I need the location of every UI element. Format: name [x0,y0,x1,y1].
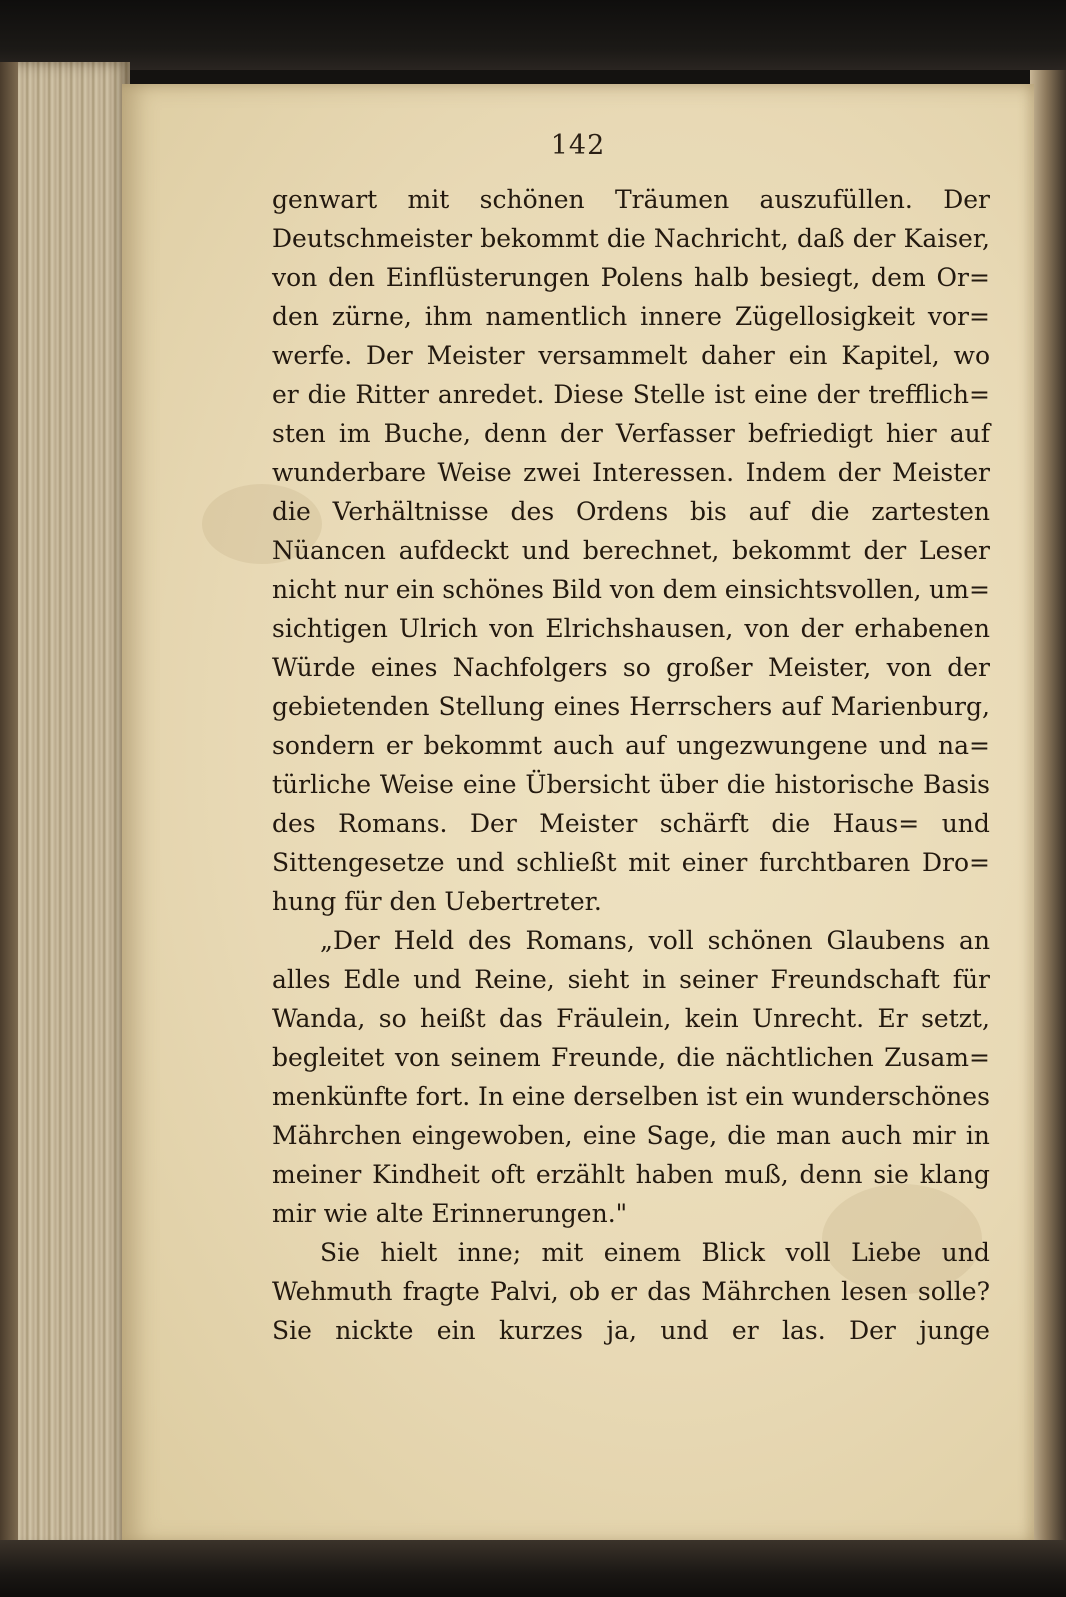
word: bekommt [423,731,543,760]
word: Elrichshausen, [545,614,734,643]
word: Nüancen [272,536,386,565]
word: von [272,263,318,292]
word: Stelle [632,380,706,409]
word: kein [684,1004,739,1033]
word: das [647,1277,692,1306]
word: Einflüsterungen [385,263,590,292]
word: auf [625,731,666,760]
word: Held [393,926,463,955]
text-line [272,921,990,960]
word: denn [483,419,547,448]
word: eines [370,653,438,682]
word: und [660,1316,709,1345]
word: sten [272,419,326,448]
word: er [610,1277,638,1306]
word: schönen [707,926,821,955]
word: eingewoben, [411,1121,573,1150]
word: mir [272,1199,324,1228]
word: Herrschers [629,692,773,721]
word: über [659,770,718,799]
word: der [863,536,907,565]
word: bekommt [732,536,851,565]
word: kurzes [499,1316,583,1345]
word: eine [511,1082,566,1111]
word: setzt, [921,1004,990,1033]
word: auszufüllen. [759,185,913,214]
text-line [272,453,990,492]
word: die [676,1043,716,1072]
word: hier [885,419,937,448]
word: sie [873,1160,909,1189]
word: und [413,965,462,994]
word: die [307,380,347,409]
word: die [606,224,646,253]
word: auch [553,731,615,760]
word: ist [706,1082,738,1111]
word: auf [949,419,990,448]
word: alles [272,965,331,994]
word: Reine, [474,965,555,994]
word: nächtlichen [725,1043,874,1072]
word: Weise [437,458,512,487]
word: man [776,1121,831,1150]
word: historische [774,770,915,799]
word: Ordens [575,497,669,526]
word: Zügellosigkeit [734,302,915,331]
word: Edle [343,965,401,994]
text-line [272,531,990,570]
word: des [272,809,316,838]
word: und [521,536,570,565]
word: bekommt [480,224,599,253]
word: nicht [272,575,337,604]
word: ist [714,380,746,409]
word: den [272,302,319,331]
word: na= [938,731,990,760]
word: Indem [745,458,827,487]
word: Deutschmeister [272,224,473,253]
text-line [272,570,990,609]
word: das [499,1004,543,1033]
word: Or= [936,263,990,292]
word: bis [689,497,727,526]
word: genwart [272,185,378,214]
word: schönen [479,185,585,214]
word: Polens [600,263,684,292]
word: von [394,1043,441,1072]
word: auch [840,1121,903,1150]
word: trefflich= [868,380,990,409]
word: wunderbare [272,458,427,487]
word: Der [365,341,413,370]
word: Unrecht. [752,1004,865,1033]
word: Meister, [767,653,872,682]
word: mir [912,1121,956,1150]
word: derselben [573,1082,699,1111]
word: Sittengesetze [272,848,445,877]
word: von [489,614,535,643]
word: mit [628,848,671,877]
word: erzählt [535,1160,625,1189]
word: aufdeckt [398,536,509,565]
word: Verhältnisse [332,497,489,526]
word: ein [745,1082,785,1111]
book-right-edge [1030,70,1066,1550]
word: Kaiser, [903,224,990,253]
word: daß [796,224,845,253]
word: begleitet [272,1043,385,1072]
word: Mährchen [272,1121,402,1150]
word: Diese [553,380,624,409]
word: großer [666,653,753,682]
word: einem [603,1238,690,1267]
text-line [272,1272,990,1311]
text-line [272,609,990,648]
word: zartesten [871,497,990,526]
word: furchtbaren [759,848,911,877]
word: die [771,809,811,838]
word: von [609,575,655,604]
word: wunderschönes [791,1082,990,1111]
word: Fräulein, [556,1004,672,1033]
word: seiner [679,965,758,994]
word: er [731,1316,759,1345]
word: ihm [424,302,473,331]
word: schärft [659,809,749,838]
word: hielt [380,1238,446,1267]
text-line [272,1194,990,1233]
word: auf [748,497,789,526]
word: namentlich [485,302,628,331]
word: der [560,419,603,448]
word: mit [407,185,450,214]
word: Romans, [525,926,643,955]
word: meiner [272,1160,362,1189]
word: werfe. [272,341,353,370]
text-line [272,1155,990,1194]
word: Basis [923,770,990,799]
word: für [344,887,390,916]
text-line [272,1116,990,1155]
text-line [272,648,990,687]
word: Stellung [438,692,545,721]
word: nickte [335,1316,414,1345]
text-line [272,1077,990,1116]
word: muß, [724,1160,789,1189]
word: Nachricht, [653,224,789,253]
word: Leser [919,536,990,565]
text-line [272,882,990,921]
word: haben [635,1160,714,1189]
word: Marienburg, [830,692,990,721]
word: er [272,380,299,409]
word: schließt [516,848,617,877]
word: Blick [701,1238,773,1267]
word: voll [785,1238,839,1267]
text-line [272,960,990,999]
word: von [744,614,790,643]
word: Freunde, [551,1043,667,1072]
text-line [272,1038,990,1077]
word: der [947,653,990,682]
word: oft [490,1160,526,1189]
word: wie [323,1199,376,1228]
word: menkünfte [272,1082,409,1111]
text-line [272,375,990,414]
word: für [952,965,990,994]
word: ein [436,1316,476,1345]
word: sondern [272,731,375,760]
word: las. [782,1316,826,1345]
word: Der [849,1316,896,1345]
word: zürne, [331,302,412,331]
word: der [852,224,896,253]
text-line [272,414,990,453]
word: Ritter [355,380,429,409]
word: den [328,263,376,292]
word: Glaubens [826,926,954,955]
word: Freundschaft [770,965,940,994]
body-text [272,180,990,1350]
word: Sie [320,1238,368,1267]
word: um= [929,575,990,604]
word: die [810,497,850,526]
word: daher [701,341,775,370]
word: „Der [320,926,388,955]
word: auf [781,692,822,721]
word: voll [648,926,702,955]
word: Kindheit [372,1160,480,1189]
word: Dro= [921,848,990,877]
word: Wehmuth [272,1277,393,1306]
text-line [272,336,990,375]
word: Ulrich [398,614,479,643]
scan-background-top [0,0,1066,70]
book-page [122,84,1034,1544]
word: die [272,497,311,526]
text-line [272,258,990,297]
word: eine [582,1121,637,1150]
word: junge [919,1316,990,1345]
text-line [272,1311,990,1350]
word: Bild [551,575,603,604]
word: den [389,887,445,916]
word: Romans. [338,809,448,838]
word: Meister [426,341,525,370]
word: ungezwungene [676,731,868,760]
word: Meister [539,809,638,838]
word: halb [694,263,750,292]
word: die [727,1121,767,1150]
word: ja, [606,1316,637,1345]
text-line [272,999,990,1038]
word: mit [541,1238,592,1267]
text-line [272,687,990,726]
word: in [965,1121,990,1150]
word: eines [553,692,621,721]
word: ein [788,341,828,370]
word: und [941,809,990,838]
word: fort. [415,1082,471,1111]
word: innere [640,302,722,331]
word: Der [943,185,990,214]
word: der [837,458,881,487]
scan-background-bottom [0,1540,1066,1597]
word: nur [343,575,389,604]
text-line [272,297,990,336]
word: des [510,497,555,526]
word: fragte [402,1277,480,1306]
word: befriedigt [747,419,873,448]
word: heißt [420,1004,486,1033]
word: Haus= [832,809,920,838]
word: Nachfolgers [452,653,608,682]
word: so [622,653,651,682]
word: ob [568,1277,600,1306]
word: erhabenen [854,614,990,643]
word: Verfasser [615,419,735,448]
text-line [272,726,990,765]
word: schönes [442,575,544,604]
word: alte [375,1199,432,1228]
word: Zusam= [884,1043,990,1072]
word: Er [877,1004,908,1033]
word: eine [462,770,517,799]
word: In [477,1082,504,1111]
word: er [385,731,413,760]
word: zwei [523,458,581,487]
word: Kapitel, [841,341,940,370]
text-line [272,492,990,531]
word: sieht [567,965,630,994]
word: eine [754,380,808,409]
word: anredet. [437,380,545,409]
word: an [958,926,990,955]
word: des [468,926,520,955]
word: von [886,653,932,682]
word: besiegt, [759,263,861,292]
word: und [941,1238,990,1267]
word: inne; [457,1238,530,1267]
text-line [272,804,990,843]
word: dem [871,263,926,292]
word: wo [953,341,990,370]
word: dem [662,575,718,604]
page-stack-edge [0,62,130,1552]
word: solle? [917,1277,990,1306]
word: vor= [927,302,990,331]
word: einer [681,848,748,877]
word: der [800,614,844,643]
word: und [878,731,928,760]
text-line [272,180,990,219]
word: Buche, [383,419,471,448]
word: der [816,380,860,409]
word: seinem [450,1043,541,1072]
word: Liebe [851,1238,930,1267]
word: Sage, [646,1121,718,1150]
word: und [456,848,505,877]
word: Interessen. [592,458,735,487]
word: Uebertreter. [444,887,602,916]
word: Wanda, [272,1004,366,1033]
word: Würde [272,653,356,682]
word: Träumen [614,185,730,214]
word: Erinnerungen." [431,1199,628,1228]
word: Meister [891,458,990,487]
word: klang [919,1160,990,1189]
word: denn [799,1160,863,1189]
page-number: 142 [550,130,606,161]
word: Weise [379,770,454,799]
word: türliche [272,770,371,799]
word: Sie [272,1316,312,1345]
word: lesen [841,1277,908,1306]
word: ein [395,575,435,604]
word: sichtigen [272,614,388,643]
word: berechnet, [582,536,720,565]
word: einsichtsvollen, [724,575,922,604]
word: Der [469,809,517,838]
word: die [726,770,766,799]
word: in [642,965,667,994]
word: gebietenden [272,692,430,721]
text-line [272,765,990,804]
word: hung [272,887,345,916]
text-line [272,843,990,882]
word: so [378,1004,407,1033]
word: Palvi, [490,1277,559,1306]
word: Übersicht [525,770,651,799]
word: versammelt [538,341,688,370]
text-line [272,219,990,258]
word: im [338,419,371,448]
text-line [272,1233,990,1272]
word: Mährchen [701,1277,831,1306]
